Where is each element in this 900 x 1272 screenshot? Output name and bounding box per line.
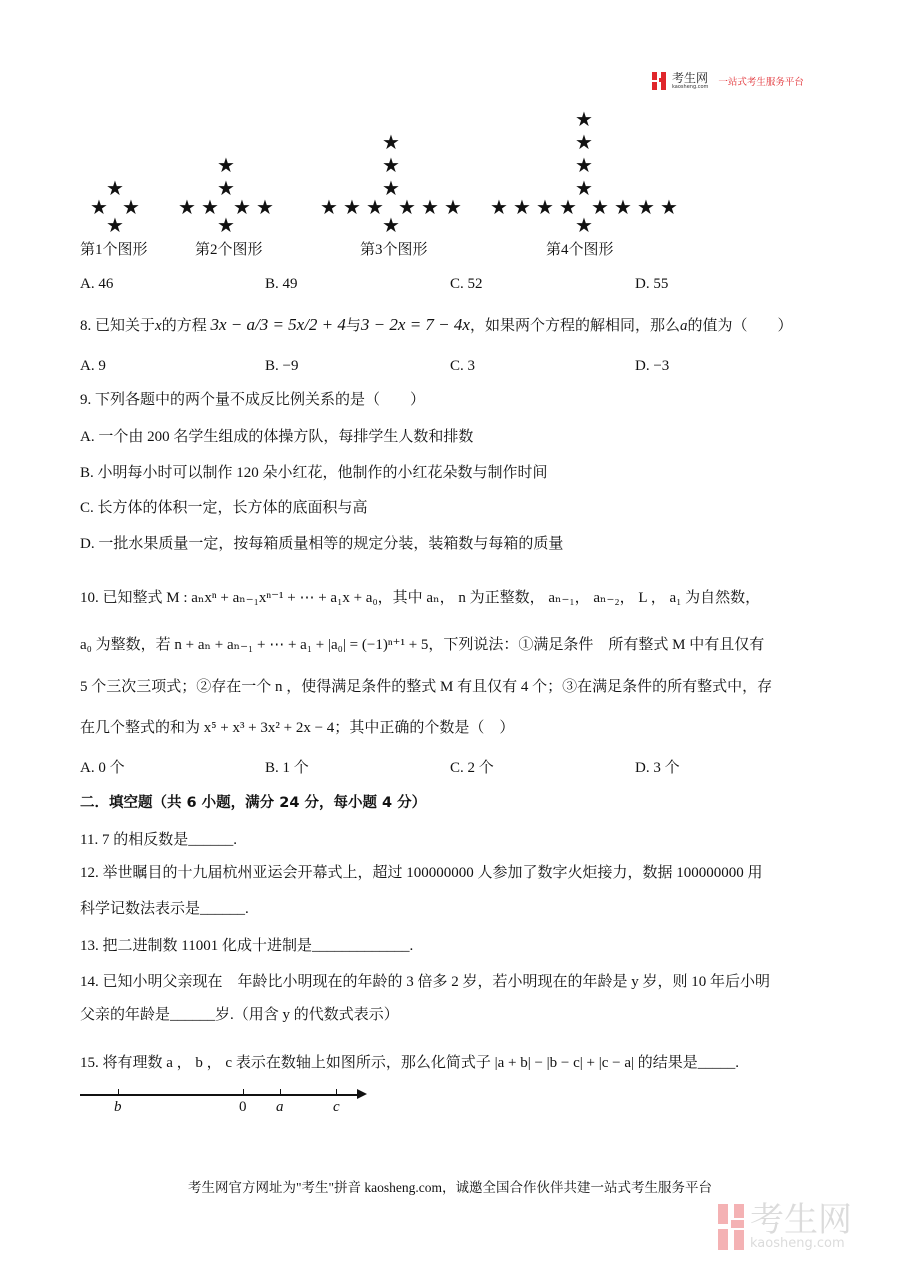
star-icon: ★ [178,195,196,219]
q8-option-c: C. 3 [450,358,476,374]
section-heading: 二．填空题（共 6 小题，满分 24 分，每小题 4 分） [80,795,427,811]
q9-option-b: B. 小明每小时可以制作 120 朵小红花，他制作的小红花朵数与制作时间 [80,465,548,481]
q7-option-d: D. 55 [635,276,669,292]
q9-stem: 9. 下列各题中的两个量不成反比例关系的是（ ） [80,392,426,408]
arrow-icon [357,1089,367,1099]
star-icon: ★ [444,195,462,219]
star-icon: ★ [122,195,140,219]
slogan: 一站式考生服务平台 [718,77,804,88]
tick-b [118,1089,119,1095]
star-icon: ★ [575,213,593,237]
watermark-logo: 考生网 kaosheng.com [718,1203,852,1251]
star-icon: ★ [217,213,235,237]
q7-option-c: C. 52 [450,276,483,292]
q10-line-2: a₀ 为整数，若 n + aₙ + aₙ₋₁ + ⋯ + a₁ + |a₀| = (−1)ⁿ⁺¹ + 5，下列说法：①满足条件 所有整式 M 中有且仅有 [80,637,765,653]
label-b: b [114,1099,122,1115]
figure-label-4: 第4个图形 [546,242,614,258]
star-icon: ★ [256,195,274,219]
star-icon: ★ [106,176,124,200]
star-icon: ★ [575,153,593,177]
star-icon: ★ [513,195,531,219]
tick-c [336,1089,337,1095]
q10-option-d: D. 3 个 [635,760,680,776]
figure-label-1: 第1个图形 [80,242,148,258]
q9-option-c: C. 长方体的体积一定，长方体的底面积与高 [80,500,368,516]
star-icon: ★ [575,176,593,200]
q8-option-d: D. −3 [635,358,670,374]
star-icon: ★ [106,213,124,237]
q10-line-4: 在几个整式的和为 x⁵ + x³ + 3x² + 2x − 4；其中正确的个数是（ ） [80,720,515,736]
star-icon: ★ [201,195,219,219]
star-icon: ★ [382,213,400,237]
q10-option-a: A. 0 个 [80,760,125,776]
q12-line-1: 12. 举世瞩目的十九届杭州亚运会开幕式上，超过 100000000 人参加了数字火炬接力，数据 100000000 用 [80,865,763,881]
star-icon: ★ [233,195,251,219]
site-logo [652,72,804,90]
label-0: 0 [239,1099,247,1115]
label-a: a [276,1099,284,1115]
footer-text: 考生网官方网址为"考生"拼音 kaosheng.com，诚邀全国合作伙伴共建一站式考生服务平台 [188,1180,713,1195]
star-icon: ★ [591,195,609,219]
star-icon: ★ [637,195,655,219]
q7-option-b: B. 49 [265,276,298,292]
star-icon: ★ [398,195,416,219]
figure-label-3: 第3个图形 [360,242,428,258]
star-icon: ★ [320,195,338,219]
q12-line-2: 科学记数法表示是______. [80,901,249,917]
star-icon: ★ [559,195,577,219]
q9-option-a: A. 一个由 200 名学生组成的体操方队，每排学生人数和排数 [80,429,474,445]
star-icon: ★ [217,153,235,177]
figure-label-2: 第2个图形 [195,242,263,258]
q15-stem: 15. 将有理数 a ， b ， c 表示在数轴上如图所示，那么化简式子 |a + b| − |b − c| + |c − a| 的结果是_____. [80,1055,740,1071]
logo-text: 考生网 [672,71,709,85]
star-icon: ★ [382,153,400,177]
q14-line-2: 父亲的年龄是______岁.（用含 y 的代数式表示） [80,1007,399,1023]
q7-option-a: A. 46 [80,276,114,292]
q13: 13. 把二进制数 11001 化成十进制是_____________. [80,938,414,954]
star-icon: ★ [90,195,108,219]
star-icon: ★ [382,176,400,200]
label-c: c [333,1099,340,1115]
q11: 11. 7 的相反数是______. [80,832,237,848]
star-icon: ★ [614,195,632,219]
tick-a [280,1089,281,1095]
q8-stem: 8. 已知关于x的方程 3x − a/3 = 5x/2 + 4与3 − 2x = 7 − 4x，如果两个方程的解相同，那么a的值为（ ） [80,315,793,334]
star-icon: ★ [536,195,554,219]
star-icon: ★ [575,130,593,154]
tick-0 [243,1089,244,1095]
star-icon: ★ [575,107,593,131]
watermark-icon [718,1204,744,1250]
star-icon: ★ [366,195,384,219]
star-icon: ★ [421,195,439,219]
q10-line-1: 10. 已知整式 M : aₙxⁿ + aₙ₋₁xⁿ⁻¹ + ⋯ + a₁x + a₀，其中 aₙ， n 为正整数， aₙ₋₁， aₙ₋₂， L ， a₁ 为自然数， [80,590,761,606]
q9-option-d: D. 一批水果质量一定，按每箱质量相等的规定分装，装箱数与每箱的质量 [80,536,564,552]
q10-option-c: C. 2 个 [450,760,494,776]
star-icon: ★ [660,195,678,219]
star-icon: ★ [343,195,361,219]
axis-line [80,1094,360,1096]
q8-option-b: B. −9 [265,358,299,374]
star-icon: ★ [490,195,508,219]
star-icon: ★ [217,176,235,200]
logo-icon [652,72,666,90]
q14-line-1: 14. 已知小明父亲现在 年龄比小明现在的年龄的 3 倍多 2 岁，若小明现在的年龄是 y 岁，则 10 年后小明 [80,974,771,990]
star-icon: ★ [382,130,400,154]
logo-sub: kaosheng.com [672,84,709,90]
q10-option-b: B. 1 个 [265,760,309,776]
q8-option-a: A. 9 [80,358,106,374]
q10-line-3: 5 个三次三项式；②存在一个 n ，使得满足条件的整式 M 有且仅有 4 个；③在满足条件的所有整式中，存 [80,679,773,695]
